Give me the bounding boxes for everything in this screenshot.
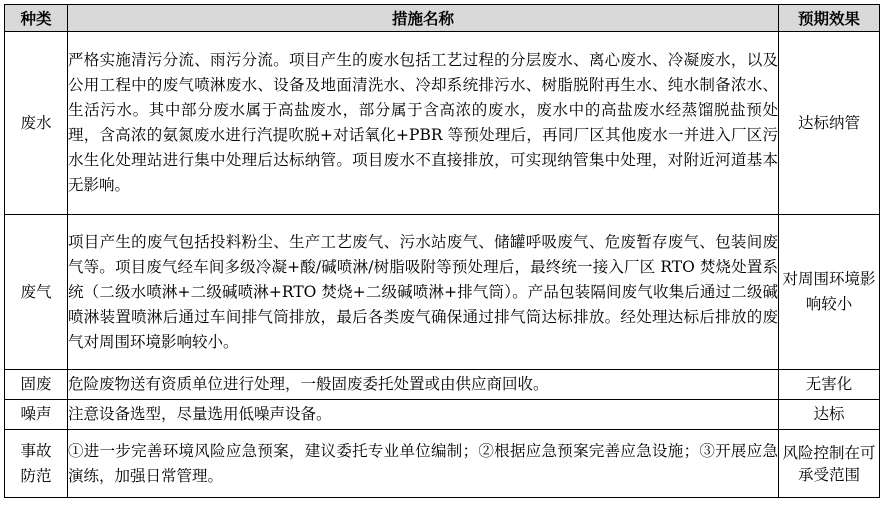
measure-cell: 严格实施清污分流、雨污分流。项目产生的废水包括工艺过程的分层废水、离心废水、冷凝废水，以及公用工程中的废气喷淋废水、设备及地面清洗水、冷却系统排污水、树脂脱附再生水、纯水制备浓水、生活污水。其中部分废水属于高盐废水，部分属于含高浓的废水，废水中的高盐废水经蒸馏脱盐预处理，含高浓的氨氮废水进行汽提吹脱+对话氧化+PBR 等预处理后，再同厂区其他废水一并进入厂区污水生化处理站进行集中处理后达标纳管。项目废水不直接排放，可实现纳管集中处理，对附近河道基本无影响。 [68,32,779,215]
effect-cell: 达标纳管 [779,32,880,215]
header-measure: 措施名称 [68,5,779,32]
table-row-accident-prevention [5,430,880,498]
header-category: 种类 [5,5,68,32]
measure-cell: 项目产生的废气包括投料粉尘、生产工艺废气、污水站废气、储罐呼吸废气、危废暂存废气、包装间废气等。项目废气经车间多级冷凝+酸/碱喷淋/树脂吸附等预处理后，最终统一接入厂区 RTO 焚烧处置系统（二级水喷淋+二级碱喷淋+RTO 焚烧+二级碱喷淋+排气筒）。产品包装隔间废气收集后通过二级碱喷淋装置喷淋后通过车间排气筒排放，最后各类废气确保通过排气筒达标排放。经处理达标后排放的废气对周围环境影响较小。 [68,215,779,370]
effect-cell: 达标 [779,400,880,430]
category-cell: 噪声 [5,400,68,430]
header-effect: 预期效果 [779,5,880,32]
category-cell: 废气 [5,215,68,370]
measure-cell: ①进一步完善环境风险应急预案，建议委托专业单位编制；②根据应急预案完善应急设施；③开展应急演练，加强日常管理。 [68,430,779,498]
category-cell: 废水 [5,32,68,215]
table-row-wastewater [5,32,880,215]
header-row [5,5,880,32]
table-row-waste-gas [5,215,880,370]
category-cell: 事故防范 [5,430,68,498]
effect-cell: 风险控制在可承受范围 [779,430,880,498]
measure-cell: 注意设备选型，尽量选用低噪声设备。 [68,400,779,430]
effect-cell: 对周围环境影响较小 [779,215,880,370]
measures-table [4,4,880,498]
measure-cell: 危险废物送有资质单位进行处理，一般固废委托处置或由供应商回收。 [68,370,779,400]
category-cell: 固废 [5,370,68,400]
table-row-noise [5,400,880,430]
effect-cell: 无害化 [779,370,880,400]
table-row-solid-waste [5,370,880,400]
